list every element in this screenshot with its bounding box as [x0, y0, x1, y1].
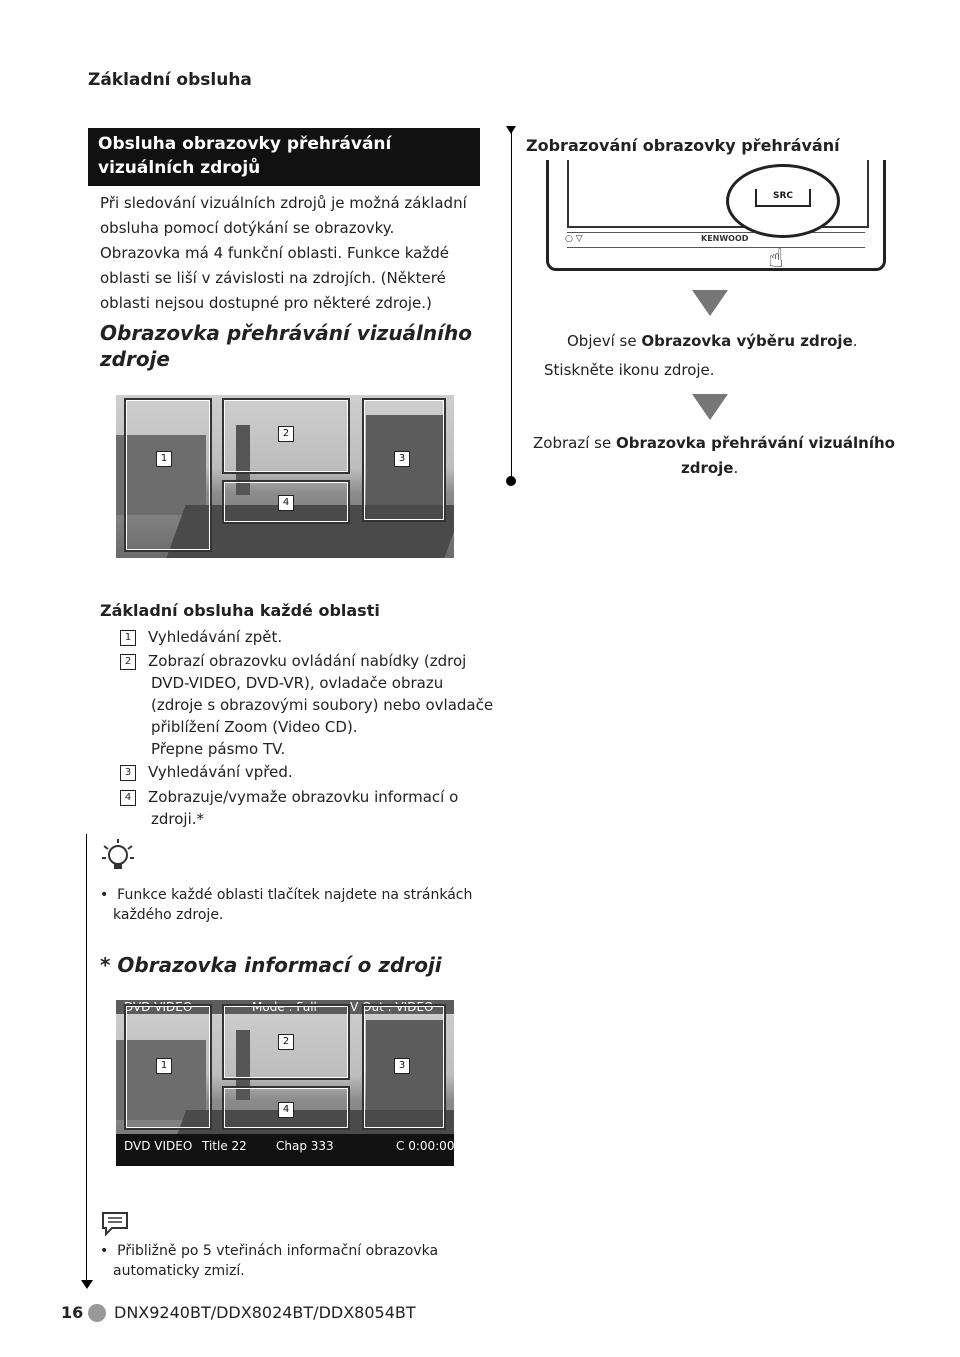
arrow-down-icon	[692, 290, 728, 316]
playback-screen-image	[116, 395, 454, 558]
magnifier-circle	[726, 164, 840, 238]
basic-ops-title: Základní obsluha každé oblasti	[100, 601, 380, 620]
p2-line3: oblasti nejsou dostupné pro některé zdroje.)	[100, 294, 432, 312]
p1-line2: obsluha pomocí dotýkání se obrazovky.	[100, 219, 395, 237]
intro-paragraph	[100, 191, 490, 316]
box-title-line1: Obsluha obrazovky přehrávání	[98, 134, 392, 154]
playback-heading	[100, 320, 500, 372]
device-brand: KENWOOD	[701, 234, 749, 243]
info-bottom-chapter: Chap 333	[276, 1139, 334, 1153]
step-1: Objeví se Obrazovka výběru zdroje.	[567, 332, 858, 350]
zone-1[interactable]	[124, 398, 212, 552]
src-button[interactable]: SRC	[755, 189, 811, 207]
zone-4-label: 4	[278, 495, 294, 511]
info-top-source: DVD VIDEO	[124, 1000, 193, 1014]
info-screen-image	[116, 1000, 454, 1166]
p2-line1: Obrazovka má 4 funkční oblasti. Funkce každé	[100, 244, 449, 262]
info-bottom-title: Title 22	[202, 1139, 247, 1153]
info-bottom-source: DVD VIDEO	[124, 1139, 193, 1153]
section-header: Základní obsluha	[88, 70, 252, 90]
flow-line	[511, 132, 512, 482]
flow-start-marker	[506, 126, 516, 134]
basic-op-1: 1 Vyhledávání zpět.	[120, 626, 282, 648]
heading-line1: Obrazovka přehrávání vizuálního	[100, 321, 472, 345]
zone-3-label: 3	[394, 451, 410, 467]
arrow-down-icon-2	[692, 394, 728, 420]
margin-line	[86, 834, 87, 1282]
p1-line1: Při sledování vizuálních zdrojů je možná základní	[100, 194, 467, 212]
lightbulb-icon	[100, 838, 136, 876]
info-zone-1-label: 1	[156, 1058, 172, 1074]
info-top-mode: Mode : Full	[252, 1000, 317, 1014]
finger-press-icon: ☝	[768, 244, 784, 274]
step-3: Zobrazí se Obrazovka přehrávání vizuálního zdroje.	[533, 434, 895, 477]
info-zone-3-label: 3	[394, 1058, 410, 1074]
page-number: 16	[61, 1303, 84, 1322]
info-zone-4-label: 4	[278, 1102, 294, 1118]
info-screen-heading: * Obrazovka informací o zdroji	[100, 953, 442, 977]
box-title	[88, 128, 480, 186]
model-name: DNX9240BT/DDX8024BT/DDX8054BT	[114, 1303, 416, 1322]
basic-op-3: 3 Vyhledávání vpřed.	[120, 761, 293, 783]
box-title-line2: vizuálních zdrojů	[98, 158, 261, 178]
margin-line-arrow	[81, 1280, 93, 1289]
basic-op-4: 4 Zobrazuje/vymaže obrazovku informací o zdroji.*	[120, 786, 500, 830]
basic-op-2: 2 Zobrazí obrazovku ovládání nabídky (zdroj DVD-VIDEO, DVD-VR), ovladače obrazu (zdroje s obrazovými soubory) nebo ovladače přiblížení Zoom (Video CD). Přepne pásmo TV.	[120, 650, 500, 760]
note-bullet: • Přibližně po 5 vteřinách informační obrazovka automaticky zmizí.	[100, 1243, 439, 1279]
zone-1-label: 1	[156, 451, 172, 467]
right-title: Zobrazování obrazovky přehrávání	[526, 136, 840, 155]
info-bottom-time: C 0:00:00	[396, 1139, 454, 1153]
eject-icon: ○ ▽	[565, 234, 583, 244]
heading-line2: zdroje	[100, 347, 170, 371]
flow-end-dot	[506, 476, 516, 486]
zone-2-label: 2	[278, 426, 294, 442]
info-zone-2-label: 2	[278, 1034, 294, 1050]
note-speech-icon	[100, 1210, 130, 1238]
footer-dot	[88, 1304, 106, 1322]
step-2: Stiskněte ikonu zdroje.	[544, 361, 715, 379]
p2-line2: oblasti se liší v závislosti na zdrojích. (Některé	[100, 269, 446, 287]
info-top-vout: V Out : VIDEO	[350, 1000, 434, 1014]
tip-bullet: • Funkce každé oblasti tlačítek najdete na stránkách každého zdroje.	[100, 887, 473, 923]
